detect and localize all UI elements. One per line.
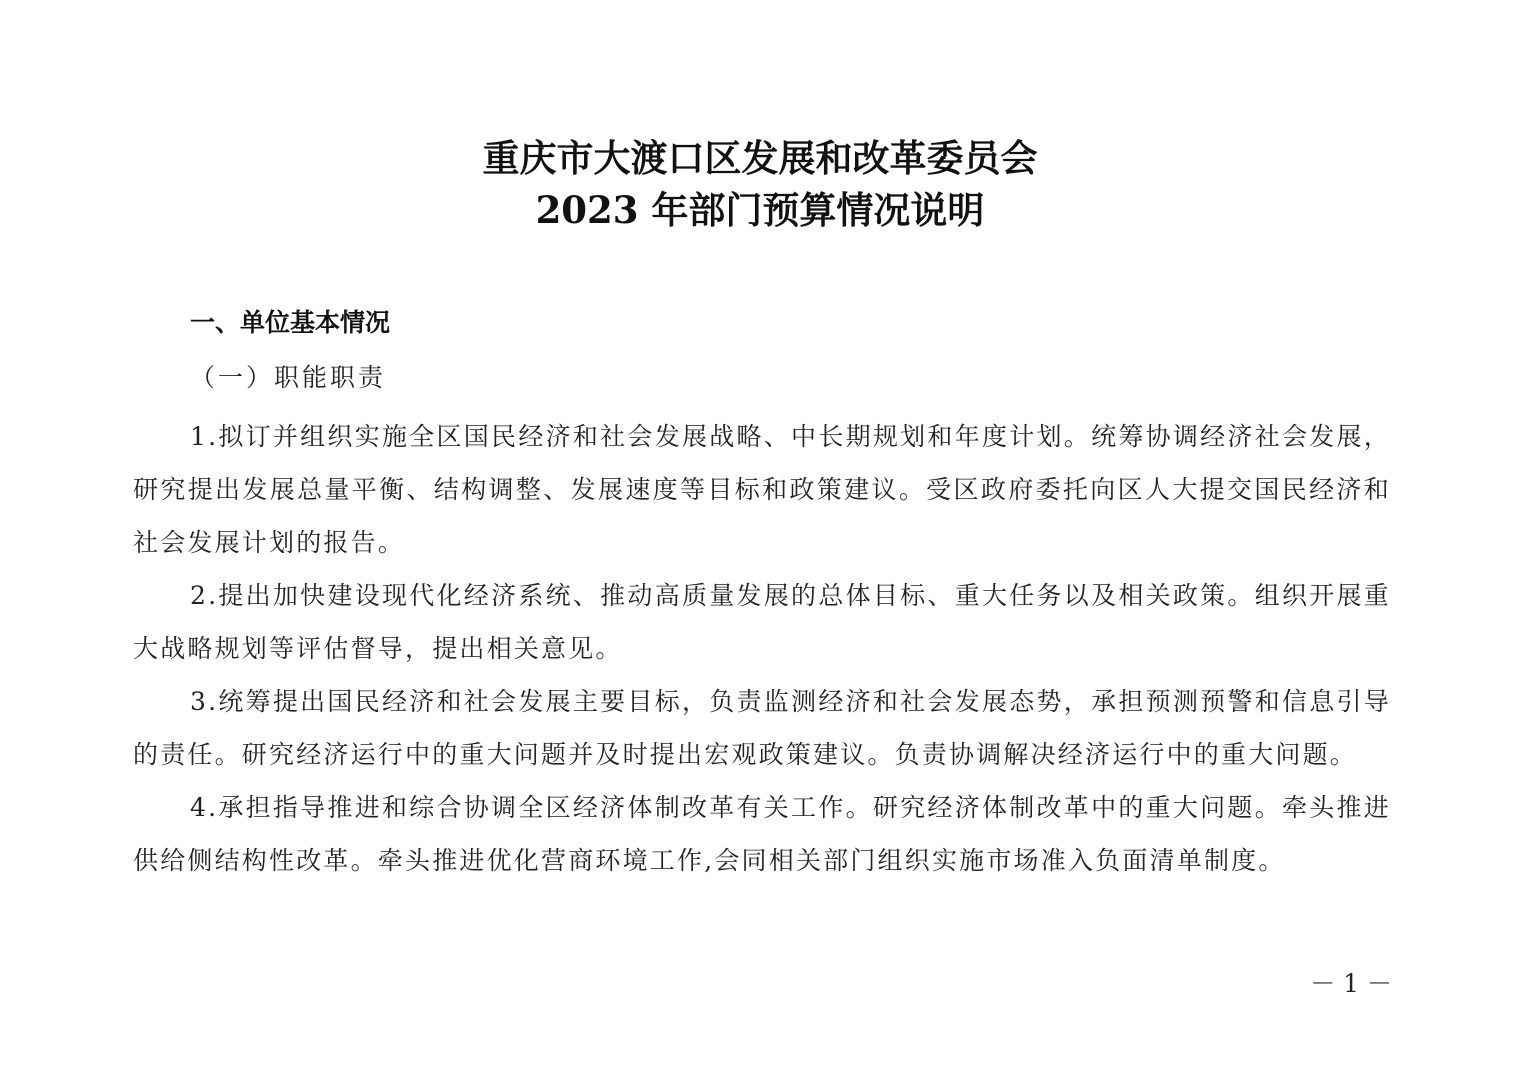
paragraph-1: 1.拟订并组织实施全区国民经济和社会发展战略、中长期规划和年度计划。统筹协调经济社会发展，研究提出发展总量平衡、结构调整、发展速度等目标和政策建议。受区政府委托向区人大提交国民经济和社会发展计划的报告。 — [133, 422, 1391, 557]
paragraph-4: 4.承担指导推进和综合协调全区经济体制改革有关工作。研究经济体制改革中的重大问题。牵头推进供给侧结构性改革。牵头推进优化营商环境工作,会同相关部门组织实施市场准入负面清单制度。 — [133, 793, 1391, 875]
paragraph-3: 3.统筹提出国民经济和社会发展主要目标，负责监测经济和社会发展态势，承担预测预警和信息引导的责任。研究经济运行中的重大问题并及时提出宏观政策建议。负责协调解决经济运行中的重大问题。 — [133, 687, 1391, 769]
document-body — [133, 410, 1391, 887]
title-line-2: 2023 年部门预算情况说明 — [535, 188, 985, 232]
sub-heading: （一）职能职责 — [190, 363, 387, 392]
section-heading: 一、单位基本情况 — [190, 308, 391, 337]
page-number: － 1 － — [1310, 969, 1392, 998]
title-line-1: 重庆市大渡口区发展和改革委员会 — [482, 136, 1038, 180]
document-title — [0, 132, 1520, 236]
paragraph-2: 2.提出加快建设现代化经济系统、推动高质量发展的总体目标、重大任务以及相关政策。组织开展重大战略规划等评估督导，提出相关意见。 — [133, 581, 1391, 663]
